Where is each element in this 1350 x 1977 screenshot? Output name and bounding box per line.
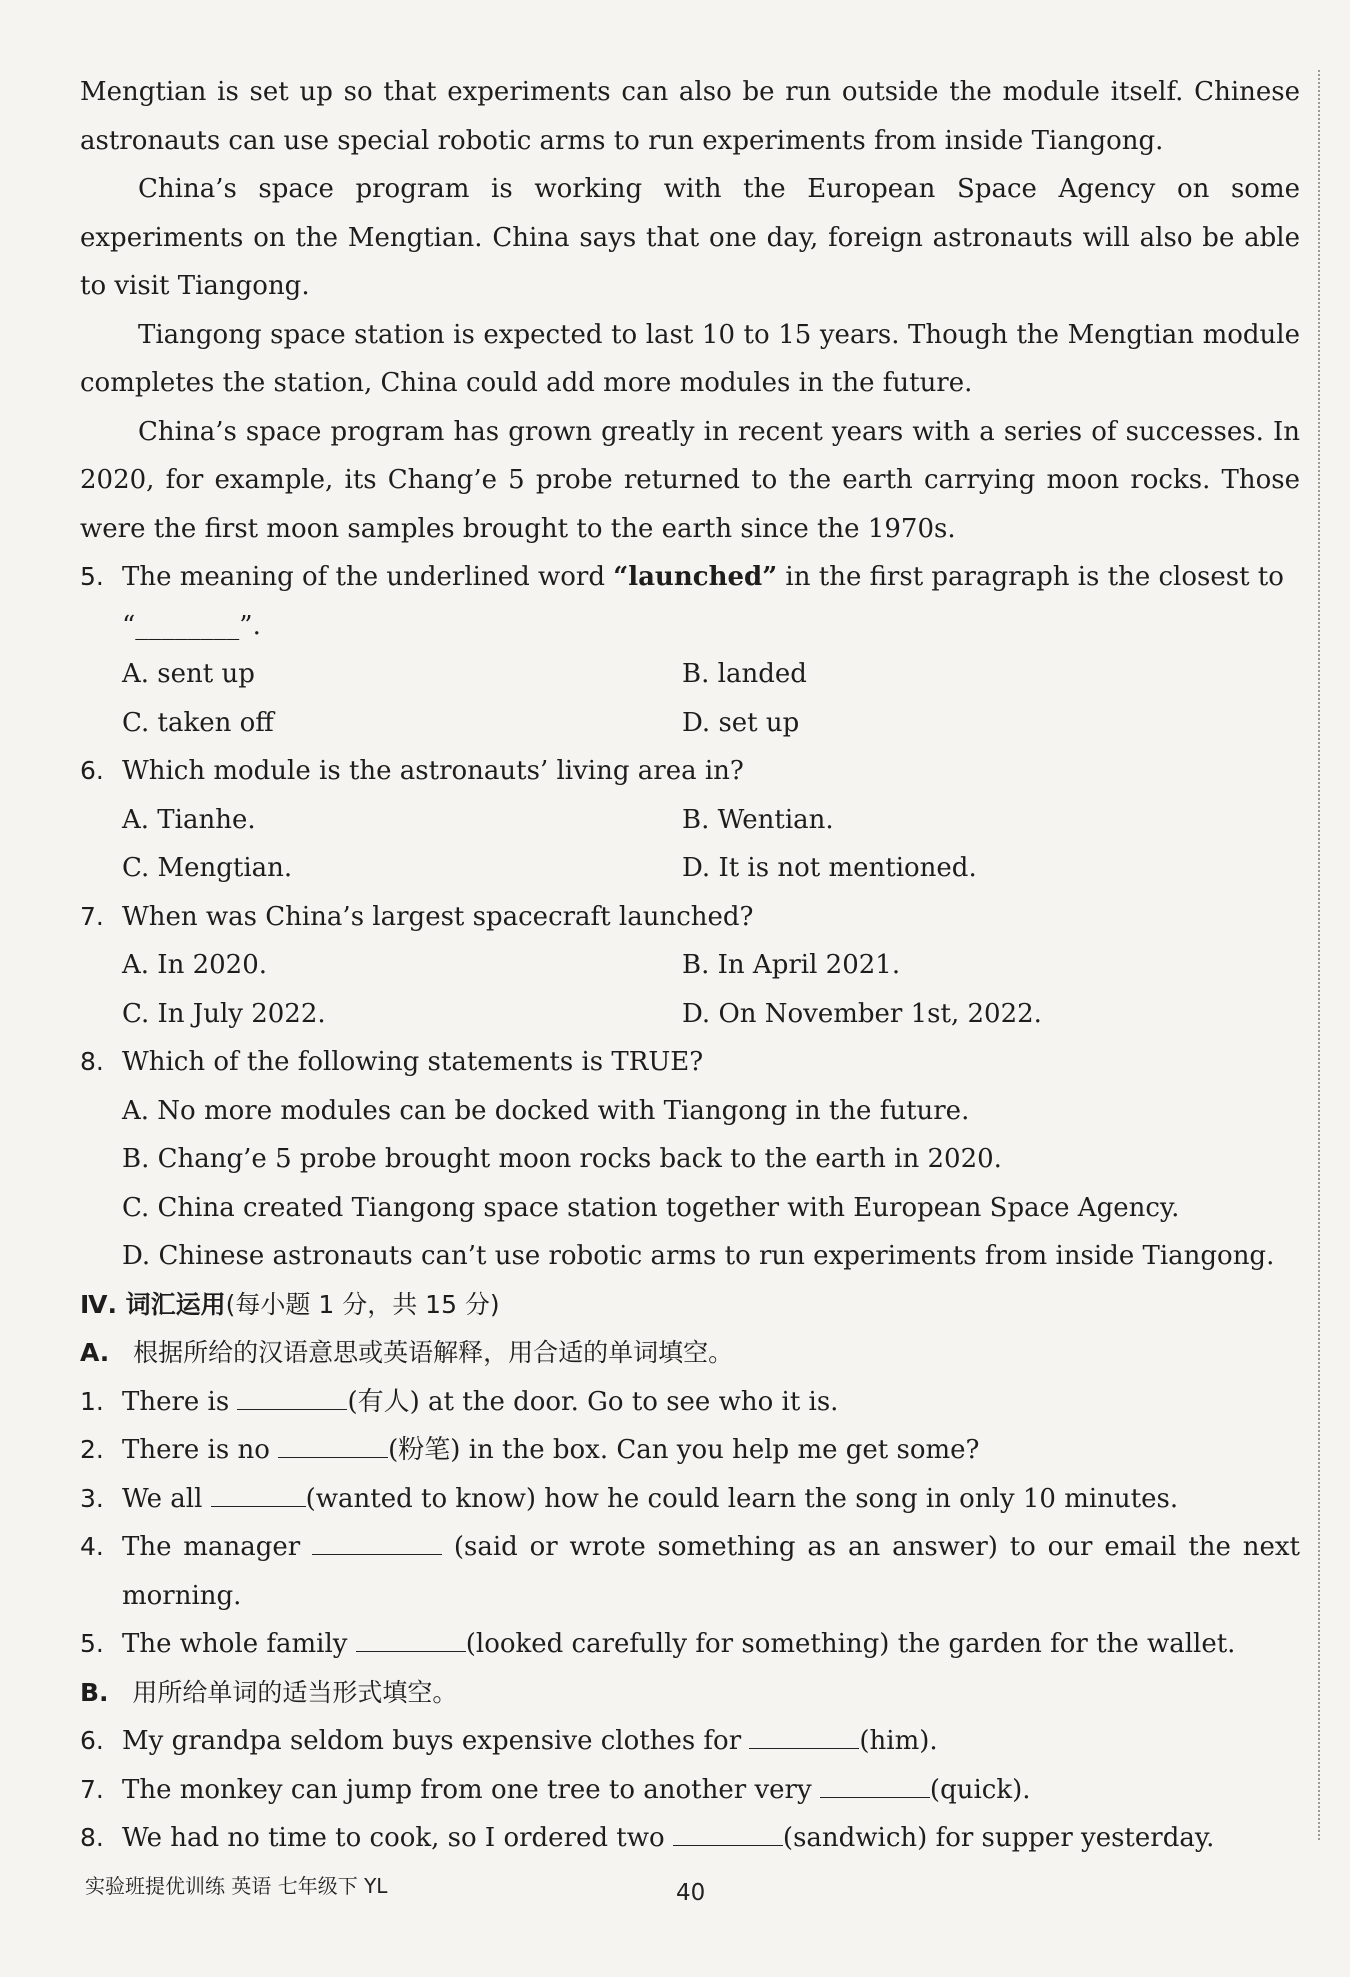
footer-book-title: 实验班提优训练 英语 七年级下 YL <box>85 1874 388 1898</box>
question-8 <box>80 1038 1300 1087</box>
option-a[interactable]: A. Tianhe. <box>122 804 256 835</box>
question-8-options <box>80 1087 1300 1281</box>
question-text: in the first paragraph is the closest to <box>777 562 1284 592</box>
section-heading <box>80 1281 1300 1330</box>
item-number: 6. <box>80 1726 104 1755</box>
question-6 <box>80 747 1300 796</box>
passage-paragraph: Tiangong space station is expected to last 10 to 15 years. Though the Mengtian module completes the station, China could add more modules in the future. <box>80 319 1300 398</box>
answer-blank[interactable]: “________”. <box>122 610 261 641</box>
question-text: Which of the following statements is TRUE? <box>122 1047 704 1077</box>
item-number: 1. <box>80 1386 104 1416</box>
item-text: (粉笔) in the box. Can you help me get some? <box>388 1435 980 1465</box>
item-text: There is no <box>122 1435 279 1465</box>
fill-item-7 <box>80 1766 1300 1815</box>
fill-item-1 <box>80 1378 1300 1427</box>
answer-blank[interactable] <box>673 1817 783 1846</box>
option-c[interactable]: C. taken off <box>122 707 274 738</box>
question-text: When was China’s largest spacecraft launched? <box>122 901 754 932</box>
question-number: 5. <box>80 562 104 591</box>
answer-blank[interactable] <box>356 1623 466 1652</box>
question-5 <box>80 553 1300 650</box>
part-a-heading <box>80 1329 1300 1378</box>
passage-paragraph: China’s space program has grown greatly in recent years with a series of successes. In 2020, for example, its Chang’e 5 probe returned to the earth carrying moon rocks. Those were the first moon samples brought to the earth since the 1970s. <box>80 416 1300 544</box>
option-a[interactable]: A. No more modules can be docked with Tiangong in the future. <box>122 1095 970 1126</box>
passage-paragraph: China’s space program is working with the European Space Agency on some experiments on the Mengtian. China says that one day, foreign astronauts will also be able to visit Tiangong. <box>80 174 1300 301</box>
answer-blank[interactable] <box>820 1769 930 1798</box>
item-text: (sandwich) for supper yesterday. <box>782 1823 1215 1853</box>
passage-paragraph: Mengtian is set up so that experiments can also be run outside the module itself. Chinese astronauts can use special robotic arms to run experiments from inside Tiangong. <box>80 77 1300 156</box>
item-text: (wanted to know) how he could learn the song in only 10 minutes. <box>305 1483 1179 1514</box>
question-7 <box>80 893 1300 942</box>
fill-item-6 <box>80 1717 1300 1766</box>
option-d[interactable]: D. It is not mentioned. <box>682 853 977 883</box>
option-b[interactable]: B. landed <box>682 659 807 689</box>
underlined-word: “launched” <box>613 562 778 592</box>
question-number: 8. <box>80 1047 104 1076</box>
section-score: (每小题 1 分，共 15 分) <box>225 1289 500 1319</box>
answer-blank[interactable] <box>211 1478 306 1507</box>
part-label: A. <box>80 1338 110 1367</box>
option-d[interactable]: D. set up <box>682 707 800 738</box>
fill-item-2 <box>80 1426 1300 1475</box>
answer-blank[interactable] <box>312 1526 442 1555</box>
item-number: 3. <box>80 1483 104 1513</box>
question-text: Which module is the astronauts’ living area in? <box>122 756 744 786</box>
section-title: Ⅳ. 词汇运用 <box>80 1289 226 1319</box>
part-label: B. <box>80 1677 109 1707</box>
answer-blank[interactable] <box>278 1429 388 1458</box>
item-text: We had no time to cook, so I ordered two <box>122 1823 673 1853</box>
option-d[interactable]: D. On November 1st, 2022. <box>682 998 1042 1029</box>
page-number: 40 <box>676 1880 706 1906</box>
option-b[interactable]: B. Wentian. <box>682 804 834 835</box>
answer-blank[interactable] <box>749 1720 859 1749</box>
item-text: The monkey can jump from one tree to another very <box>122 1774 820 1805</box>
item-number: 4. <box>80 1532 104 1561</box>
content <box>80 68 1300 1863</box>
option-c[interactable]: C. China created Tiangong space station together with European Space Agency. <box>122 1192 1180 1223</box>
fill-item-8 <box>80 1814 1300 1863</box>
item-number: 5. <box>80 1629 104 1658</box>
question-5-options <box>80 650 1300 747</box>
item-number: 8. <box>80 1823 104 1852</box>
option-a[interactable]: A. sent up <box>122 659 255 689</box>
option-c[interactable]: C. In July 2022. <box>122 998 326 1029</box>
item-text: (有人) at the door. Go to see who it is. <box>347 1386 839 1417</box>
fill-item-5 <box>80 1620 1300 1669</box>
cut-line <box>1318 70 1320 1840</box>
question-7-options <box>80 941 1300 1038</box>
item-text: My grandpa seldom buys expensive clothes for <box>122 1726 750 1756</box>
answer-blank[interactable] <box>237 1381 347 1410</box>
option-b[interactable]: B. In April 2021. <box>682 950 901 980</box>
item-text: The manager <box>122 1532 313 1562</box>
option-d[interactable]: D. Chinese astronauts can’t use robotic arms to run experiments from inside Tiangong. <box>122 1241 1275 1271</box>
question-text: The meaning of the underlined word <box>122 562 614 592</box>
item-text: (him). <box>859 1726 938 1756</box>
fill-item-4 <box>80 1523 1300 1620</box>
question-number: 6. <box>80 756 104 785</box>
question-6-options <box>80 796 1300 893</box>
question-number: 7. <box>80 901 104 931</box>
item-text: (quick). <box>929 1774 1031 1805</box>
option-b[interactable]: B. Chang’e 5 probe brought moon rocks back to the earth in 2020. <box>122 1144 1002 1174</box>
fill-item-3 <box>80 1475 1300 1524</box>
item-number: 7. <box>80 1774 104 1804</box>
item-text: There is <box>122 1386 238 1417</box>
option-c[interactable]: C. Mengtian. <box>122 853 293 883</box>
item-text: We all <box>122 1483 211 1514</box>
item-number: 2. <box>80 1435 104 1464</box>
option-a[interactable]: A. In 2020. <box>122 950 268 980</box>
part-b-heading <box>80 1669 1300 1718</box>
item-text: (said or wrote something as an answer) to our email the next morning. <box>122 1532 1300 1611</box>
item-text: (looked carefully for something) the garden for the wallet. <box>465 1629 1236 1659</box>
part-instructions: 根据所给的汉语意思或英语解释，用合适的单词填空。 <box>133 1338 734 1367</box>
part-instructions: 用所给单词的适当形式填空。 <box>132 1677 458 1707</box>
item-text: The whole family <box>122 1629 356 1659</box>
